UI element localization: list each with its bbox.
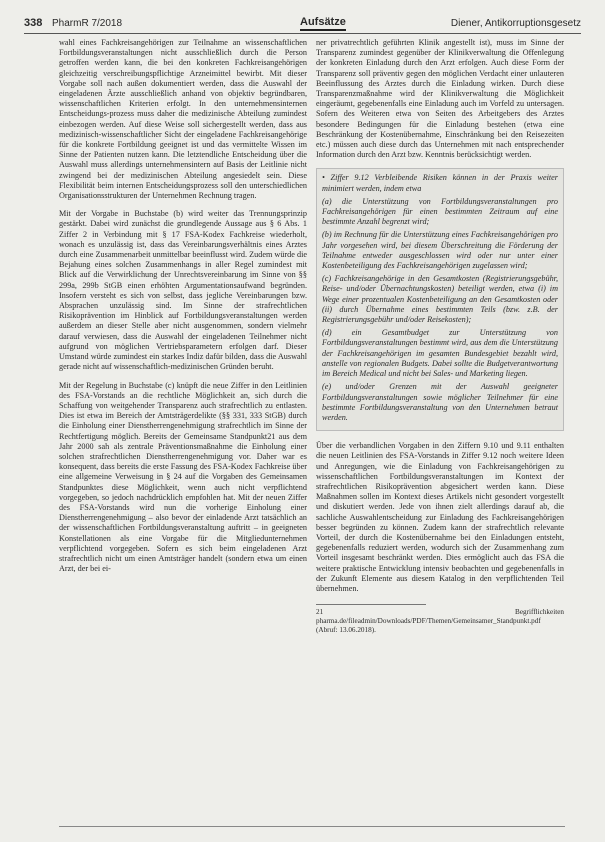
paragraph: wahl eines Fachkreisangehörigen zur Teilnahme an wissenschaftlichen Fortbildungsveranstaltungen nicht ausschließlich durch die Person getroffen werden kann, die bei den konkreten Fachkreisangehörigen gleichzeitig verschreibungspflichtige Arzneimittel bewirbt. Mit dieser Vorgabe soll nach außen dokumentiert werden, dass die Auswahl der eingeladenen Ärzte ausschließlich anhand von objektiv begründbaren, wissenschaftlichen Kriterien erfolgt. In den unternehmensinternen Entscheidungs-prozess muss daher die medizinische Abteilung zumindest einbezogen werden. Auf diese Weise soll sichergestellt werden, dass aus medizinisch-wissenschaftlicher Sicht der eingeladene Fachkreisangehörige für die konkrete Fortbildung geeignet ist und das vermittelte Wissen im Sinne der Patienten nutzen kann. Die letztendliche Entscheidung über die Auswahl muss allerdings unternehmensintern auf Basis der Leitlinie nicht zwingend bei der medizinischen Abteilung angesiedelt sein. Diese Flexibilität beim internen Entscheidungsprozess soll den unterschiedlichen Organisationsstrukturen der Unternehmen Rechnung tragen. — [59, 38, 307, 201]
section-label: Aufsätze — [300, 16, 346, 31]
left-column — [59, 38, 307, 582]
footnote-separator — [316, 604, 426, 605]
quote-item: (d) ein Gesamtbudget zur Unterstützung von Fortbildungsveranstaltungen bestimmt wird, aus dem die Unterstützung der Fachkreisangehörigen im gesamten Bundesgebiet bezahlt wird, anstelle von regionalen Budgets. Dabei sollte die Budgetverantwortung im Bereich Medical und nicht bei Sales- und Marketing liegen. — [322, 328, 558, 379]
paragraph: Über die verbandlichen Vorgaben in den Ziffern 9.10 und 9.11 enthalten die neuen Leitlinien des FSA-Vorstands in Ziffer 9.12 noch weitere Ideen und Anregungen, wie die Einladung von Fachkreisangehörigen zu wissenschaftlichen Fortbildungsveranstaltungen im Kontext der strafrechtlichen Risikoprävention abgesichert werden kann. Diese Maßnahmen sollen im Kontext dieses Artikels nicht gesondert vorgestellt und diskutiert werden. Jede von ihnen zielt allerdings darauf ab, die sachliche Auswahlentscheidung zur Einladung des Fachkreisangehörigen besser begründen zu können. Zudem kann der strafrechtlich relevante Vorteil, der durch die Kostenübernahme bei den Einladungen entsteht, gegebenenfalls reduziert werden, wodurch sich der Zusammenhang zum Vorteil insgesamt beschränkt werden. Dies ermöglicht auch das FSA die weitere praktische Entwicklung intensiv beobachten und gegebenenfalls in der Zukunft Elemente aus diesem Katalog in den verpflichtenden Teil übernehmen. — [316, 441, 564, 593]
quote-item: (b) im Rechnung für die Unterstützung eines Fachkreisangehörigen pro Jahr vorgesehen wird, bei diesem Überschreitung die Förderung der Teilnahme entweder ausgeschlossen wird oder nur unter einer Kostenbeteiligung des Fachkreisangehörigen zugelassen wird; — [322, 230, 558, 271]
running-title: Diener, Antikorruptionsgesetz — [450, 18, 581, 29]
page-number: 338 — [24, 17, 43, 29]
journal-label: PharmR 7/2018 — [52, 18, 123, 29]
footnote: 21 Begrifflichkeiten pharma.de/fileadmin/Downloads/PDF/Themen/Gemeinsamer_Standpunkt.pdf (Abruf: 13.06.2018). — [316, 608, 564, 634]
paragraph: Mit der Vorgabe in Buchstabe (b) wird weiter das Trennungsprinzip gestärkt. Dabei wird zunächst die grundlegende Aussage aus § 6 Abs. 1 Ziffer 2 in Verbindung mit § 17 FSA-Kodex Fachkreise wiederholt, wonach es unzulässig ist, dass das Vereinbarungsverhältnis eines Arztes durch eine Zusammenarbeit unmittelbar beeinflusst wird. Zudem würde die Bejahung eines solchen Zusammenhangs in aller Regel zumindest mit Blick auf die Verwirklichung der Unrechtsvereinbarung im Sinne von §§ 299a, 299b StGB einen erhöhten Argumentationsaufwand begründen. Insofern versteht es sich von selbst, dass jegliche Vereinbarungen bzw. Absprachen unzulässig sind. Im Sinne der strafrechtlichen Risikoprävention im Hinblick auf Fortbildungsveranstaltungen werden außerdem an dieser Stelle aber nicht ausgenommen, sondern vielmehr darauf verwiesen, dass die Auswahl der eingeladenen Teilnehmer nicht aufgrund von möglichen Vertriebsparametern erfolgen darf. Dieser Umstand würde zumindest ein starkes Indiz dafür bilden, dass die Auswahl gerade nicht auf wissenschaftlich-medizinischen Gründen beruht. — [59, 209, 307, 372]
right-column — [316, 38, 564, 635]
quote-item: (a) die Unterstützung von Fortbildungsveranstaltungen pro Fachkreisangehörigen für einen bestimmten Zeitraum auf eine bestimmte Anzahl begrenzt wird; — [322, 196, 558, 227]
quote-item: • Ziffer 9.12 Verbleibende Risiken können in der Praxis weiter minimiert werden, indem etwa — [322, 173, 558, 193]
guideline-quote-box — [316, 168, 564, 431]
paragraph: Mit der Regelung in Buchstabe (c) knüpft die neue Ziffer in den Leitlinien des FSA-Vorstands an die rechtliche Möglichkeit an, sich durch die Schaffung von weitgehender Transparenz auch strafrechtlich zu entlasten. Dies ist etwa im Bereich der Amtsträgerdelikte (§§ 331, 333 StGB) durch die Einholung einer Dienstherrengenehmigung strafrechtlich im Sinne der Rechtfertigung möglich. Bereits der Gemeinsame Standpunkt21 aus dem Jahr 2000 sah als zentrale Präventionsmaßnahme die Einholung einer solchen strafrechtlichen Dienstherrengenehmigung vor. Daher war es konsequent, dass bereits die erste Fassung des FSA-Kodex Fachkreise über eine allgemeine Verweisung in § 24 auf die Vorgaben des Gemeinsamen Standpunktes diese Möglichkeit, wenn auch nicht verpflichtend vorgegeben, so jedoch nachdrücklich empfohlen hat. Mit der neuen Ziffer des FSA-Vorstands wird nun die vorherige Einholung einer Dienstherrengenehmigung – also bevor der einladende Arzt tatsächlich an der wissenschaftlichen Fortbildungsveranstaltung auftritt – in geeigneten Konstellationen als eine Vorgabe für die Mitgliedunternehmen verpflichtend vorgegeben. Sofern es sich beim eingeladenen Arzt strafrechtlich nicht um einen Amtsträger handelt (sondern etwa um einen Arzt, der bei ei- — [59, 380, 307, 574]
paragraph: ner privatrechtlich geführten Klinik angestellt ist), muss im Sinne der Transparenz zumindest gegenüber der Klinikverwaltung die Offenlegung der konkreten Einladung durch den Arzt erfolgen. Auch diese Form der Transparenz soll präventiv gegen den möglichen Verdacht einer unlauteren Beeinflussung des Arztes durch die Einladung wirken. Durch diese Transparenzmaßnahme wird der Klinikverwaltung die Möglichkeit eingeräumt, gegebenenfalls eine Einladung auch im Vorfeld zu untersagen. Sofern des Weiteren etwa von Seiten des Arbeitgebers des Arztes besondere Bedingungen für die Einladung bestehen (etwa eine Beschränkung der Kostenübernahme, Einschränkung bei den Reisezeiten etc.) müssen auch diese durch das Unternehmen mit nach entsprechender Information durch den Arzt bzw. Kenntnis berücksichtigt werden. — [316, 38, 564, 160]
quote-item: (e) und/oder Grenzen mit der Auswahl geeigneter Fortbildungsveranstaltungen sowie möglicher Teilnehmer für eine bestimmte Fortbildungsveranstaltung von den Unternehmen betraut werden. — [322, 382, 558, 422]
page-header — [24, 15, 581, 34]
quote-item: (c) Fachkreisangehörige in den Gesamtkosten (Registrierungsgebühr, Reise- und/oder Übernachtungskosten) beteiligt werden, etwa (i) im Wege einer prozentualen Kostenbeteiligung an den Gesamtkosten oder (ii) durch Übernahme eines bestimmten Teils (bzw. z.B. der Registrierungsgebühr und/oder Reisekosten); — [322, 274, 558, 325]
page-bottom-rule — [59, 826, 565, 827]
